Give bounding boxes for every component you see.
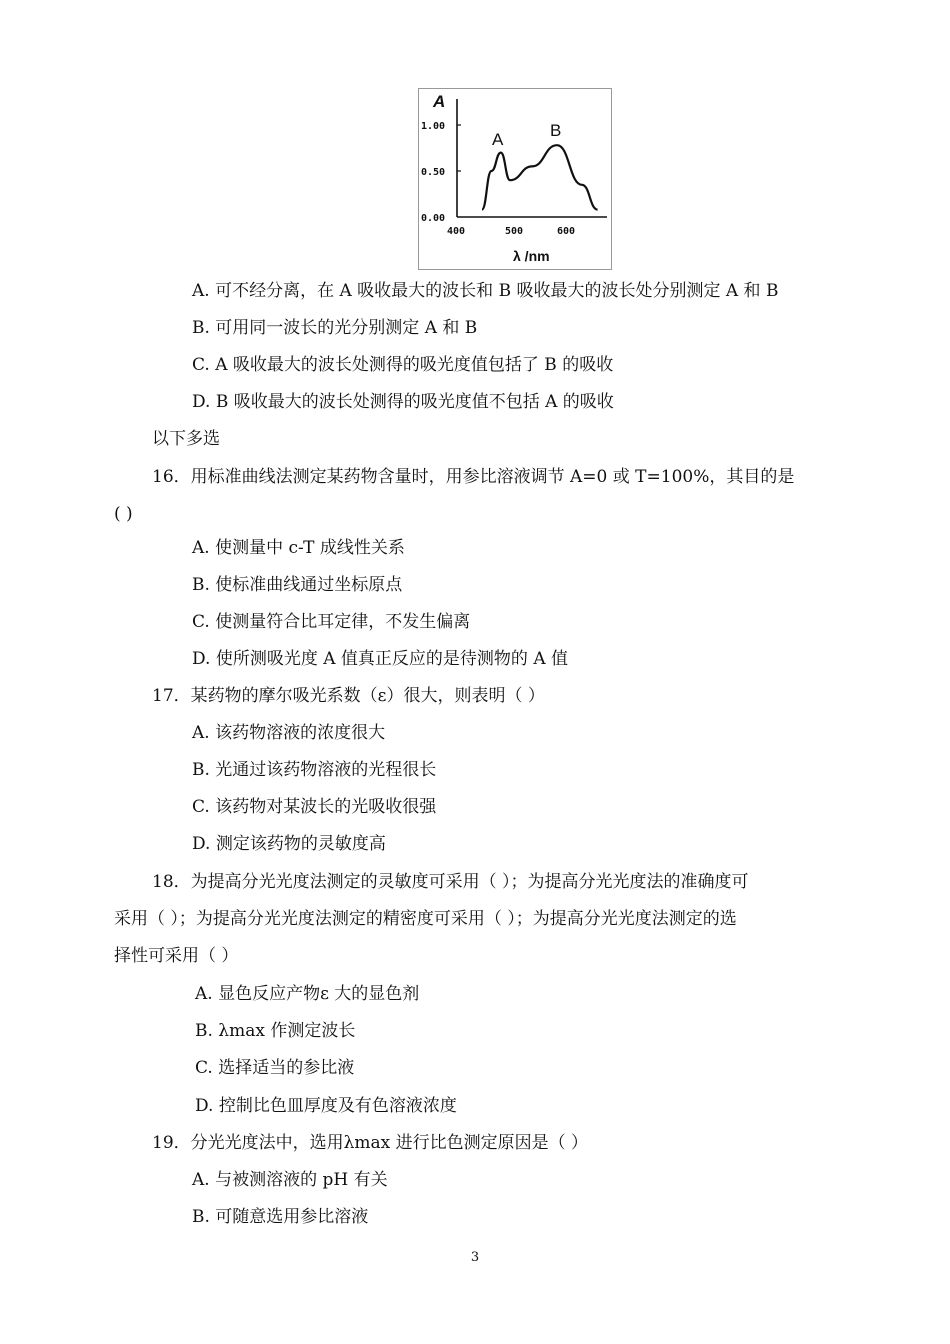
x-tick-label: 400 <box>447 226 466 237</box>
q16-option-c: C. 使测量符合比耳定律，不发生偏离 <box>192 612 471 632</box>
q17-option-c: C. 该药物对某波长的光吸收很强 <box>192 797 437 817</box>
q16-option-d: D. 使所测吸光度 A 值真正反应的是待测物的 A 值 <box>192 649 568 669</box>
q16-option-b: B. 使标准曲线通过坐标原点 <box>192 575 403 595</box>
y-axis-label: A <box>433 92 446 111</box>
q18-option-a: A. 显色反应产物ε 大的显色剂 <box>195 984 420 1004</box>
q15-option-a: A. 可不经分离，在 A 吸收最大的波长和 B 吸收最大的波长处分别测定 A 和 B <box>192 281 779 301</box>
y-tick-label: 0.00 <box>421 213 446 224</box>
spectrum-curve <box>482 145 598 209</box>
absorption-spectrum-chart <box>419 89 611 269</box>
q16-stem-line1: 16．用标准曲线法测定某药物含量时，用参比溶液调节 A=0 或 T=100%，其目的是 <box>152 467 795 487</box>
q16-stem-line2: ( ) <box>114 504 133 524</box>
peak-label-b: B <box>550 121 562 140</box>
q17-option-d: D. 测定该药物的灵敏度高 <box>192 834 386 854</box>
y-tick-label: 0.50 <box>421 167 446 178</box>
q18-stem-line1: 18．为提高分光光度法测定的灵敏度可采用（ ）；为提高分光光度法的准确度可 <box>152 872 749 892</box>
q15-option-b: B. 可用同一波长的光分别测定 A 和 B <box>192 318 478 338</box>
q17-option-a: A. 该药物溶液的浓度很大 <box>192 723 386 743</box>
page-number: 3 <box>470 1250 480 1265</box>
x-tick-label: 600 <box>557 226 576 237</box>
q18-option-b: B. λmax 作测定波长 <box>195 1021 356 1041</box>
q19-stem: 19．分光光度法中，选用λmax 进行比色测定原因是（ ） <box>152 1133 589 1153</box>
q19-option-b: B. 可随意选用参比溶液 <box>192 1207 369 1227</box>
q17-stem: 17．某药物的摩尔吸光系数（ε）很大，则表明（ ） <box>152 686 545 706</box>
x-tick-label: 500 <box>505 226 524 237</box>
q18-option-c: C. 选择适当的参比液 <box>195 1058 355 1078</box>
peak-label-a: A <box>492 130 504 149</box>
q18-stem-line2: 采用（ ）；为提高分光光度法测定的精密度可采用（ ）；为提高分光光度法测定的选 <box>114 909 737 929</box>
q19-option-a: A. 与被测溶液的 pH 有关 <box>192 1170 388 1190</box>
q15-option-d: D. B 吸收最大的波长处测得的吸光度值不包括 A 的吸收 <box>192 392 614 412</box>
section-heading: 以下多选 <box>152 429 220 449</box>
absorption-spectrum-figure <box>418 88 612 270</box>
q16-option-a: A. 使测量中 c-T 成线性关系 <box>192 538 405 558</box>
x-axis-label: λ /nm <box>513 248 550 264</box>
y-tick-label: 1.00 <box>421 121 446 132</box>
q15-option-c: C. A 吸收最大的波长处测得的吸光度值包括了 B 的吸收 <box>192 355 614 375</box>
q18-option-d: D. 控制比色皿厚度及有色溶液浓度 <box>195 1096 457 1116</box>
q18-stem-line3: 择性可采用（ ） <box>114 946 239 966</box>
q17-option-b: B. 光通过该药物溶液的光程很长 <box>192 760 437 780</box>
